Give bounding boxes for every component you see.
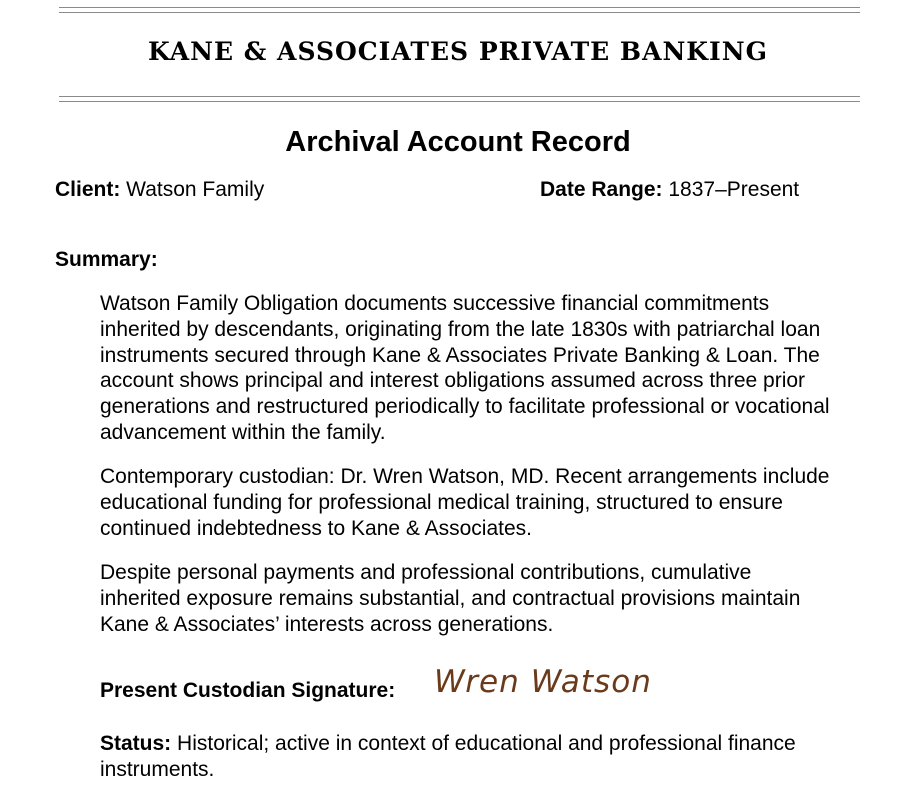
summary-paragraph: Watson Family Obligation documents successive financial commitments inherited by descendants, originating from the late 1830s with patriarchal loan instruments secured through Kane & Associates Private Banking & Loan. The account shows principal and interest obligations assumed across three prior generations and restructured periodically to facilitate professional or vocational advancement within the family. <box>100 292 830 444</box>
client-value: Watson Family <box>126 178 265 201</box>
bank-name: KANE & ASSOCIATES PRIVATE BANKING <box>148 37 768 66</box>
status-value: Historical; active in context of educational and professional finance instruments. <box>100 732 796 781</box>
top-rule-inner <box>59 12 860 13</box>
status-label: Status: <box>100 732 172 755</box>
header-rule-inner <box>59 101 860 102</box>
summary-paragraph: Contemporary custodian: Dr. Wren Watson, MD. Recent arrangements include educational funding for professional medical training, structured to ensure continued indebtedness to Kane & Associates. <box>100 465 830 540</box>
summary-label: Summary: <box>55 248 158 271</box>
signature-label: Present Custodian Signature: <box>100 679 396 702</box>
status-line <box>100 731 830 783</box>
header-rule-outer <box>59 96 860 97</box>
date-range-value: 1837–Present <box>668 178 800 201</box>
handwritten-signature <box>432 660 656 704</box>
client-label: Client: <box>55 178 121 201</box>
date-range-label: Date Range: <box>540 178 663 201</box>
document-title: Archival Account Record <box>285 126 631 158</box>
summary-paragraph: Despite personal payments and professional contributions, cumulative inherited exposure remains substantial, and contractual provisions maintain Kane & Associates’ interests across generations. <box>100 561 801 636</box>
client-field <box>55 176 264 204</box>
date-range-field <box>540 176 799 204</box>
signature-text: Wren Watson <box>434 664 652 700</box>
top-rule-outer <box>59 7 860 8</box>
